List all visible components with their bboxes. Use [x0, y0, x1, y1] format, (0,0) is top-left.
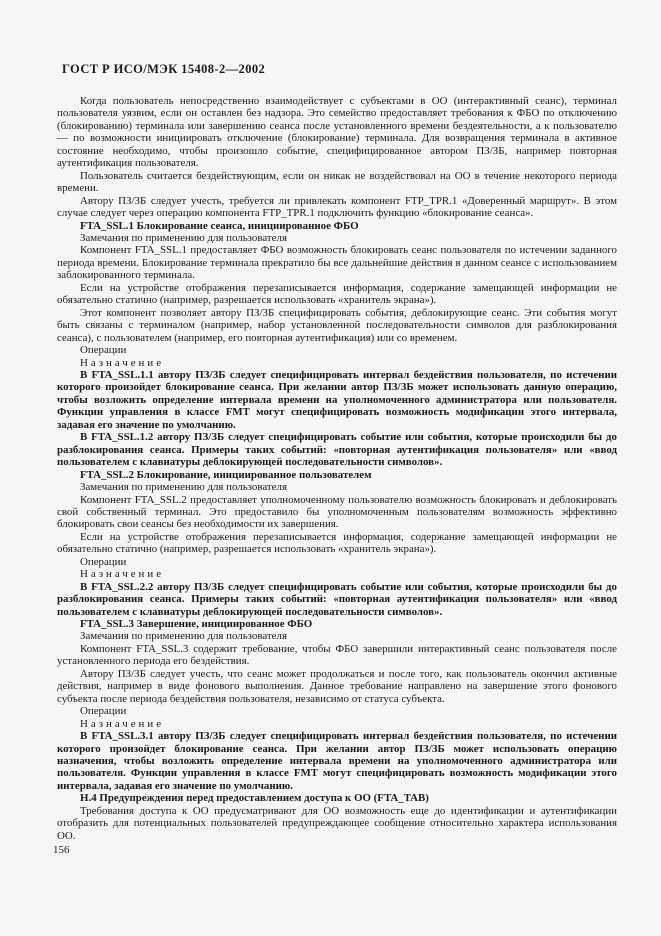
requirement-paragraph: В FTA_SSL.3.1 автору ПЗ/ЗБ следует специфицировать интервал бездействия пользователя, по истечении которого произойдет блокирование сеанса. При желании автор ПЗ/ЗБ может использовать операцию назначения, чтобы возложить определение интервала времени на уполномоченного администратора или пользователя. Функции управления в классе FMT могут специфицировать возможность модификации этого интервала, задавая его значение по умолчанию. — [57, 730, 617, 792]
spaced-label: Назначение — [80, 717, 165, 730]
paragraph: Компонент FTA_SSL.3 содержит требование, чтобы ФБО завершили интерактивный сеанс пользователя после установленного периода его бездействия. — [57, 642, 617, 668]
document-header-standard-number: ГОСТ Р ИСО/МЭК 15408-2—2002 — [62, 62, 266, 76]
section-heading: FTA_SSL.3 Завершение, инициированное ФБО — [80, 618, 313, 631]
document-body — [57, 95, 617, 842]
subsection-label: Операции — [80, 344, 127, 357]
paragraph: Компонент FTA_SSL.1 предоставляет ФБО возможность блокировать сеанс пользователя по истечении заданного периода времени. Блокирование терминала прекратило бы все дальнейшие действия в данном сеансе с использованием заблокированного терминала. — [57, 244, 617, 282]
spaced-label: Назначение — [80, 356, 165, 369]
paragraph: Пользователь считается бездействующим, если он никак не воздействовал на ОО в течение некоторого периода времени. — [57, 169, 617, 195]
subsection-label: Операции — [80, 705, 127, 718]
paragraph: Если на устройстве отображения перезаписывается информация, содержание замещающей информации не обязательно статично (например, разрешается использовать «хранитель экрана»). — [57, 281, 617, 307]
requirement-paragraph: В FTA_SSL.1.1 автору ПЗ/ЗБ следует специфицировать интервал бездействия пользователя, по истечении которого произойдет блокирование сеанса. При желании автор ПЗ/ЗБ может использовать данную операцию, чтобы возложить определение интервала времени на уполномоченного администратора или пользователя. Функции управления в классе FMT могут специфицировать возможность модификации этого интервала, задавая его значение по умолчанию. — [57, 368, 617, 431]
paragraph: Если на устройстве отображения перезаписывается информация, содержание замещающей информации не обязательно статично (например, разрешается использовать «хранитель экрана»). — [57, 530, 617, 556]
page-number: 156 — [53, 844, 70, 856]
section-heading: FTA_SSL.1 Блокирование сеанса, инициированное ФБО — [80, 219, 359, 232]
paragraph: Требования доступа к ОО предусматривают для ОО возможность еще до идентификации и аутентификации отобразить для потенциальных пользователей предупреждающее сообщение относительно характера использования ОО. — [57, 804, 617, 842]
requirement-paragraph: В FTA_SSL.2.2 автору ПЗ/ЗБ следует специфицировать событие или события, которые происходили бы до разблокирования сеанса. Примеры таких событий: «повторная аутентификация пользователя» или «ввод пользователем с клавиатуры деблокирующей последовательности символов». — [57, 580, 617, 618]
subsection-label: Замечания по применению для пользователя — [80, 630, 287, 643]
paragraph: Когда пользователь непосредственно взаимодействует с субъектами в ОО (интерактивный сеанс), терминал пользователя уязвим, если он оставлен без надзора. Это семейство предоставляет требования к ФБО по отключению (блокированию) терминала или завершению сеанса после установленного времени бездеятельности, а к пользователю — по возможности инициировать отключение (блокирование) терминала. Для возвращения терминала в активное состояние необходимо, чтобы произошло событие, специфицированное автором ПЗ/ЗБ, например повторная аутентификация пользователя. — [57, 95, 617, 170]
paragraph: Автору ПЗ/ЗБ следует учесть, что сеанс может продолжаться и после того, как пользователь окончил активные действия, например в виде фонового выполнения. Данное требование направлено на завершение этого фонового субъекта после периода бездействия пользователя, независимо от статуса субъекта. — [57, 667, 617, 705]
spaced-label: Назначение — [80, 568, 165, 581]
section-heading: Н.4 Предупреждения перед предоставлением доступа к ОО (FTA_TAB) — [80, 792, 429, 805]
subsection-label: Замечания по применению для пользователя — [80, 231, 287, 244]
paragraph: Компонент FTA_SSL.2 предоставляет уполномоченному пользователю возможность блокировать и деблокировать свой собственный терминал. Это предоставило бы уполномоченным пользователям возможность эффективно блокировать свои сеансы без необходимости их завершения. — [57, 493, 617, 531]
subsection-label: Замечания по применению для пользователя — [80, 481, 287, 494]
paragraph: Этот компонент позволяет автору ПЗ/ЗБ специфицировать события, деблокирующие сеанс. Эти события могут быть связаны с терминалом (например, набор установленной последовательности символов для разблокирования сеанса), с пользователем (например, его повторная аутентификация) или со временем. — [57, 306, 617, 344]
section-heading: FTA_SSL.2 Блокирование, инициированное пользователем — [80, 468, 372, 481]
requirement-paragraph: В FTA_SSL.1.2 автору ПЗ/ЗБ следует специфицировать событие или события, которые происходили бы до разблокирования сеанса. Примеры таких событий: «повторная аутентификация пользователя» или «ввод пользователем с клавиатуры деблокирующей последовательности символов». — [57, 431, 617, 469]
paragraph: Автору ПЗ/ЗБ следует учесть, требуется ли привлекать компонент FTP_TPR.1 «Доверенный маршрут». В этом случае следует через операцию компонента FTP_TPR.1 подключить функцию «блокирование сеанса». — [57, 194, 617, 220]
subsection-label: Операции — [80, 555, 127, 568]
